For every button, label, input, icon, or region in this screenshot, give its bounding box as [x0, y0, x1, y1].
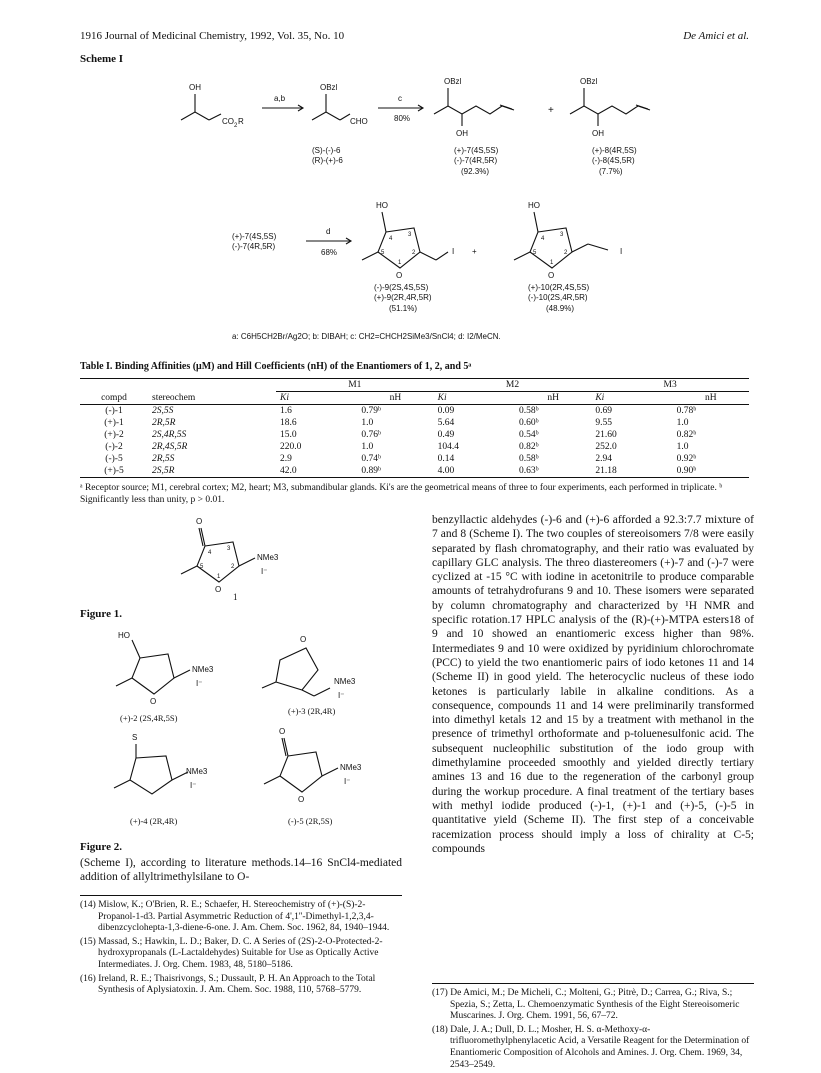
figure2-caption-3: (+)-3 (2R,4R) [288, 706, 336, 716]
figure2-compound-2-structure [110, 628, 220, 710]
table-cell: (+)-2 [104, 430, 124, 440]
compound-9-structure [356, 198, 466, 280]
svg-text:1: 1 [217, 574, 221, 580]
plus-sign-2: + [472, 247, 477, 256]
table-cell: 1.0 [361, 418, 374, 428]
cmpd10-label-1: (+)-10(2R,4S,5S) [528, 283, 590, 292]
svg-text:I: I [620, 247, 623, 256]
figure2-caption-5: (-)-5 (2R,5S) [288, 816, 333, 826]
figure1-label: Figure 1. [80, 608, 122, 620]
figure2-caption-2: (+)-2 (2S,4R,5S) [120, 713, 178, 723]
th-nh-m2: nH [547, 393, 559, 403]
svg-text:R: R [238, 117, 244, 126]
th-stereochem: stereochem [152, 392, 196, 403]
table-cell: 2S,4R,5S [152, 430, 187, 440]
svg-text:O: O [279, 727, 286, 736]
table-cell: 0.90ᵇ [676, 466, 697, 476]
svg-text:NMe3: NMe3 [186, 767, 208, 776]
table-cell: 0.89ᵇ [361, 466, 381, 476]
cmpd7-label-2: (-)-7(4R,5R) [454, 156, 498, 165]
svg-text:HO: HO [118, 631, 130, 640]
svg-text:O: O [215, 585, 222, 594]
arrow-ab [262, 103, 306, 113]
running-header: 1916 Journal of Medicinal Chemistry, 1992, Vol. 35, No. 10 [80, 30, 345, 42]
svg-text:CO: CO [222, 117, 234, 126]
cmpd6-label-1: (S)-(-)-6 [312, 146, 341, 155]
table-cell: 0.74ᵇ [361, 454, 381, 464]
table-cell: (-)-2 [105, 442, 123, 452]
table-header-row [80, 392, 749, 405]
group-m2: M2 [434, 379, 592, 392]
table-cell: 9.55 [595, 418, 612, 428]
arrow-c-label: c [398, 94, 402, 103]
arrow-c-yield: 80% [394, 114, 411, 123]
start7-label-2: (-)-7(4R,5R) [232, 242, 276, 251]
table-cell: (-)-5 [105, 454, 123, 464]
arrow-d-yield: 68% [321, 248, 338, 257]
svg-text:2: 2 [231, 564, 235, 570]
compound-7-structure [430, 70, 520, 140]
scheme-title: Scheme I [80, 53, 124, 65]
svg-text:1: 1 [550, 260, 554, 266]
figure1-compound-number: 1 [233, 592, 238, 602]
svg-text:4: 4 [389, 236, 393, 242]
cmpd9-yield: (51.1%) [389, 304, 418, 313]
cmpd7-label-1: (+)-7(4S,5S) [454, 146, 499, 155]
table-cell: 0.79ᵇ [361, 406, 381, 416]
svg-text:OH: OH [592, 129, 604, 138]
svg-text:HO: HO [528, 201, 540, 210]
table-cell: 2S,5S [152, 406, 174, 416]
arrow-d-label: d [326, 227, 331, 236]
svg-text:3: 3 [408, 232, 412, 238]
aldehyde-6-structure [306, 78, 376, 138]
lactate-ester-structure [175, 78, 255, 138]
figure2-compound-4-structure [110, 730, 220, 812]
svg-text:CHO: CHO [350, 117, 368, 126]
svg-text:2: 2 [412, 250, 416, 256]
table-cell: 5.64 [437, 418, 455, 428]
table-cell: 0.63ᵇ [518, 466, 539, 476]
figure1-compound-1-structure [175, 512, 285, 602]
cmpd6-label-2: (R)-(+)-6 [312, 156, 343, 165]
table-cell: 1.0 [361, 442, 374, 452]
svg-text:I⁻: I⁻ [196, 679, 203, 688]
svg-text:I: I [452, 247, 455, 256]
table-cell: (+)-1 [104, 418, 124, 428]
arrow-d [306, 236, 354, 246]
svg-text:NMe3: NMe3 [192, 665, 214, 674]
table-cell: (-)-1 [105, 406, 123, 416]
svg-text:OH: OH [189, 83, 201, 92]
table-cell: 18.6 [280, 418, 297, 428]
table-cell: 1.0 [676, 442, 689, 452]
table-row [80, 405, 749, 418]
th-ki-m2: Ki [437, 393, 447, 403]
svg-text:4: 4 [541, 236, 545, 242]
table-cell: (+)-5 [104, 466, 124, 476]
table-cell: 0.69 [595, 406, 612, 416]
start7-label-1: (+)-7(4S,5S) [232, 232, 277, 241]
table-cell: 21.18 [595, 466, 617, 476]
svg-text:3: 3 [560, 232, 564, 238]
svg-text:O: O [298, 795, 305, 804]
svg-text:NMe3: NMe3 [340, 763, 362, 772]
svg-text:5: 5 [381, 250, 385, 256]
references-right [432, 988, 754, 1073]
table-cell: 21.60 [595, 430, 617, 440]
group-m1: M1 [276, 379, 434, 392]
table-cell: 1.6 [280, 406, 292, 416]
cmpd10-yield: (48.9%) [546, 304, 575, 313]
svg-text:O: O [300, 635, 307, 644]
cmpd8-label-1: (+)-8(4R,5S) [592, 146, 637, 155]
table-cell: 252.0 [595, 442, 617, 452]
svg-text:NMe3: NMe3 [334, 677, 356, 686]
table-cell: 0.76ᵇ [361, 430, 381, 440]
table-cell: 0.54ᵇ [518, 430, 539, 440]
cmpd8-yield: (7.7%) [599, 167, 623, 176]
table-cell: 2.94 [595, 454, 612, 464]
svg-text:1: 1 [398, 260, 402, 266]
svg-text:I⁻: I⁻ [344, 777, 351, 786]
figure2-label: Figure 2. [80, 841, 122, 853]
table-cell: 0.92ᵇ [676, 454, 697, 464]
svg-text:O: O [396, 271, 403, 280]
table-cell: 42.0 [280, 466, 297, 476]
th-nh-m3: nH [705, 393, 717, 403]
svg-text:2: 2 [564, 250, 568, 256]
compound-10-structure [508, 198, 638, 280]
references-left [80, 900, 402, 999]
arrow-c [378, 103, 426, 113]
svg-text:OBzl: OBzl [320, 83, 338, 92]
table-cell: 1.0 [676, 418, 689, 428]
svg-text:OBzl: OBzl [580, 77, 598, 86]
th-nh-m1: nH [389, 393, 402, 403]
svg-text:4: 4 [208, 550, 212, 556]
svg-text:OH: OH [456, 129, 468, 138]
table-cell: 104.4 [437, 442, 460, 452]
svg-text:3: 3 [227, 546, 231, 552]
svg-text:OBzl: OBzl [444, 77, 462, 86]
table-cell: 4.00 [437, 466, 455, 476]
th-ki-m3: Ki [595, 393, 605, 403]
svg-text:I⁻: I⁻ [190, 781, 197, 790]
table-cell: 2R,4S,5R [152, 442, 188, 452]
table-row [80, 417, 749, 429]
iodide-label: I⁻ [261, 567, 268, 576]
figure2-caption-4: (+)-4 (2R,4R) [130, 816, 178, 826]
svg-text:O: O [548, 271, 555, 280]
group-m3: M3 [591, 379, 749, 392]
table-cell: 0.09 [437, 406, 455, 416]
body-left-paragraph: (Scheme I), according to literature methods.14–16 SnCl4-mediated addition of allyltrimethylsilane to O- [80, 857, 402, 884]
table-row [80, 453, 749, 465]
table-cell: 0.78ᵇ [676, 406, 697, 416]
table-cell: 0.14 [437, 454, 455, 464]
plus-sign: + [548, 105, 554, 116]
svg-text:5: 5 [533, 250, 537, 256]
figure2-compound-5-structure [258, 722, 368, 812]
binding-affinity-table [80, 378, 749, 478]
cmpd9-label-2: (+)-9(2R,4R,5R) [374, 293, 432, 302]
table-footnote: ᵃ Receptor source; M1, cerebral cortex; M2, heart; M3, submandibular glands. Ki's are the geometrical means of three to four experiments, each performed in triplicate. ᵇ Significantly less than unity, p > 0.01. [80, 483, 723, 505]
svg-text:2: 2 [234, 123, 238, 129]
body-right-paragraph: benzyllactic aldehydes (-)-6 and (+)-6 afforded a 92.3:7.7 mixture of 7 and 8 (Scheme I). The two couples of stereoisomers 7/8 were easily separated by flash chromatography, and their ratio was evaluated by capillary GLC analysis. The threo diastereomers (+)-7 and (-)-7 were cyclized at -15 °C with iodine in acetonitrile to produce comparable amounts of tetrahydrofurans 9 and 10. These isomers were separated by column chromatography and characterized by ¹H NMR and specific rotation.17 HPLC analysis of the (R)-(+)-MTPA esters18 of 9 and 10 showed an enantiomeric excess higher than 98%. Intermediates 9 and 10 were oxidized by pyridinium chlorochromate (PCC) to yield the two enantiomeric pairs of iodo ketones 11 and 14 (Scheme II) in good yield. The heterocyclic nucleus of these iodo ketones is particularly labile in alkaline conditions. As a consequence, compounds 11 and 14 were preliminarily transformed into dimethyl ketals 12 and 15 by a treatment with methanol in the presence of trimethyl orthoformate and p-toluenesulfonic acid. The subsequent nucleophilic substitution of the iodo group with dimethylamine proceeded smoothly and yielded directly tertiary amines 13 and 16 due to the regeneration of the carbonyl group during the workup procedure. A final treatment of the tertiary bases with methyl iodide produced (-)-1, (+)-1 and (+)-5, (-)-5 in quantitative yield (Scheme II). The first step of a conceivable racemization process should imply a loss of chirality at C-5; compounds [432, 514, 754, 855]
table-cell: 2R,5S [152, 454, 175, 464]
author-header: De Amici et al. [683, 30, 749, 42]
reference-15: (15) Massad, S.; Hawkin, L. D.; Baker, D. C. A Series of (2S)-2-O-Protected-2-hydroxypropanals (L-Lactaldehydes) Suitable for Use as Optically Active Intermediates. J. Org. Chem. 1983, 48, 5180–5186. [80, 936, 383, 970]
table-cell: 2R,5R [152, 418, 176, 428]
table-cell: 15.0 [280, 430, 297, 440]
table-cell: 220.0 [280, 442, 302, 452]
table-title: Table I. Binding Affinities (μM) and Hill Coefficients (nH) of the Enantiomers of 1, 2, and 5ᵃ [80, 361, 472, 372]
cmpd8-label-2: (-)-8(4S,5R) [592, 156, 635, 165]
table-cell: 0.60ᵇ [518, 418, 539, 428]
reference-17: (17) De Amici, M.; De Micheli, C.; Molteni, G.; Pitrè, D.; Carrea, G.; Riva, S.; Spezia, S.; Zetta, L. Chemoenzymatic Synthesis of the Eight Stereoisomeric Muscarines. J. Org. Chem. 1991, 56, 67–72. [432, 988, 740, 1022]
th-compd: compd [101, 392, 127, 403]
reference-18: (18) Dale, J. A.; Dull, D. L.; Mosher, H. S. α-Methoxy-α-trifluoromethylphenylacetic Acid, a Versatile Reagent for the Determination of Enantiomeric Composition of Alcohols and Amines. J. Org. Chem. 1969, 34, 2543–2549. [432, 1024, 750, 1070]
table-cell: 0.58ᵇ [518, 406, 539, 416]
table-cell: 0.82ᵇ [676, 430, 697, 440]
figure2-compound-3-structure [258, 630, 368, 712]
scheme-reagents: a: C6H5CH2Br/Ag2O; b: DIBAH; c: CH2=CHCH2SiMe3/SnCl4; d: I2/MeCN. [232, 332, 501, 341]
table-row [80, 429, 749, 441]
arrow-ab-label: a,b [274, 94, 286, 103]
compound-8-structure [566, 70, 656, 140]
svg-text:HO: HO [376, 201, 388, 210]
table-cell: 0.58ᵇ [518, 454, 539, 464]
table-row [80, 465, 749, 478]
cmpd7-yield: (92.3%) [461, 167, 490, 176]
table-row [80, 441, 749, 453]
nme3-label: NMe3 [257, 553, 279, 562]
reference-16: (16) Ireland, R. E.; Thaisrivongs, S.; Dussault, P. H. An Approach to the Total Synthesis of Aplysiatoxin. J. Am. Chem. Soc. 1988, 110, 5768–5779. [80, 973, 376, 996]
cmpd10-label-2: (-)-10(2S,4R,5R) [528, 293, 588, 302]
table-cell: 2S,5R [152, 466, 175, 476]
table-cell: 0.82ᵇ [518, 442, 539, 452]
svg-text:O: O [150, 697, 157, 706]
th-ki-m1: Ki [280, 393, 289, 403]
table-cell: 0.49 [437, 430, 455, 440]
reference-14: (14) Mislow, K.; O'Brien, R. E.; Schaefer, H. Stereochemistry of (+)-(S)-2-Propanol-1-d3. Partial Asymmetric Reduction of 4',1''-Dimethyl-1,2,3,4-dibenzcyclohepta-1,3-diene-6-one. J. Am. Chem. Soc. 1962, 84, 1940–1944. [80, 900, 390, 934]
cmpd9-label-1: (-)-9(2S,4S,5S) [374, 283, 429, 292]
svg-text:S: S [132, 733, 138, 742]
table-cell: 2.9 [280, 454, 292, 464]
oxo-label: O [196, 517, 203, 526]
svg-text:I⁻: I⁻ [338, 691, 345, 700]
svg-text:5: 5 [200, 564, 204, 570]
